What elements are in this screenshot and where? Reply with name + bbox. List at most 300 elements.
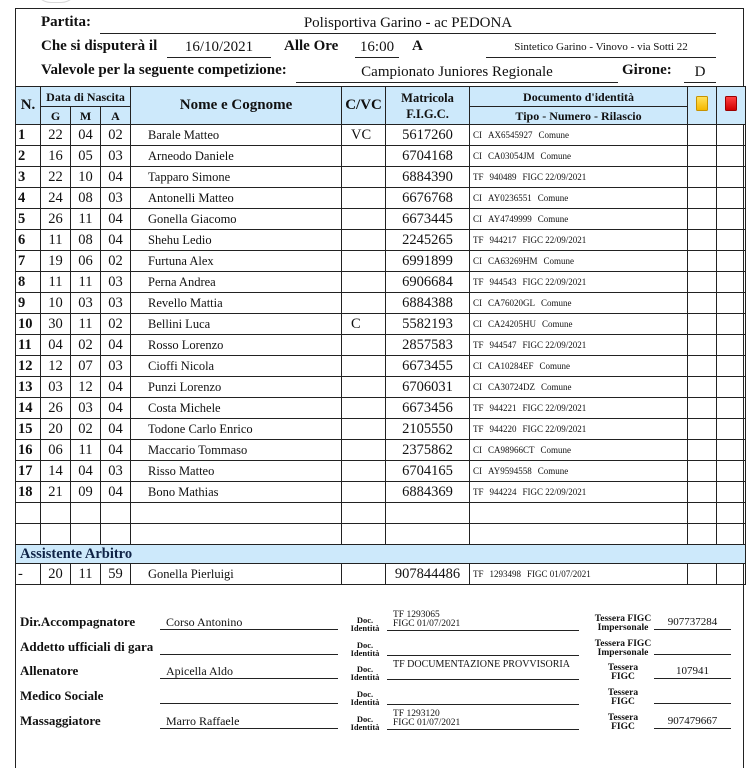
- doc-issuer: FIGC 22/09/2021: [522, 235, 587, 245]
- red-card-cell[interactable]: [717, 146, 746, 167]
- player-row[interactable]: [16, 125, 746, 146]
- doc-issuer: FIGC 22/09/2021: [522, 424, 587, 434]
- player-name: Gonella Pierluigi: [131, 564, 342, 585]
- doc-type: CI: [473, 298, 483, 308]
- identity-document: [470, 335, 688, 356]
- player-row[interactable]: [16, 335, 746, 356]
- doc-type: CI: [473, 445, 483, 455]
- doc-type: CI: [473, 214, 483, 224]
- birth-year: 04: [101, 209, 131, 230]
- player-number: [16, 503, 41, 524]
- yellow-card-cell[interactable]: [688, 482, 717, 503]
- birth-day: 26: [41, 398, 71, 419]
- doc-issuer: FIGC 22/09/2021: [522, 487, 587, 497]
- red-card-cell[interactable]: [717, 564, 746, 585]
- birth-month: [71, 503, 101, 524]
- captain-flag: [342, 188, 386, 209]
- doc-type: TF: [473, 569, 484, 579]
- staff-name-field[interactable]: [160, 688, 338, 704]
- birth-month: 09: [71, 482, 101, 503]
- yellow-card-cell[interactable]: [688, 293, 717, 314]
- player-row[interactable]: [16, 251, 746, 272]
- red-card-cell[interactable]: [717, 356, 746, 377]
- tessera-figc-label: Tessera FIGC Impersonale: [594, 639, 652, 658]
- player-name: Todone Carlo Enrico: [131, 419, 342, 440]
- birth-year: 04: [101, 482, 131, 503]
- competition-field[interactable]: Campionato Juniores Regionale: [296, 63, 618, 83]
- doc-type: TF: [473, 235, 484, 245]
- birth-year: 03: [101, 293, 131, 314]
- col-header-document-detail: Tipo - Numero - Rilascio: [470, 107, 688, 125]
- matricola-figc: 6706031: [386, 377, 470, 398]
- competition-label: Valevole per la seguente competizione:: [41, 62, 287, 78]
- col-header-number: N.: [16, 87, 41, 125]
- matricola-figc: 907844486: [386, 564, 470, 585]
- red-card-cell[interactable]: [717, 314, 746, 335]
- identity-document: [470, 188, 688, 209]
- yellow-card-cell[interactable]: [688, 209, 717, 230]
- doc-issuer: Comune: [539, 361, 571, 371]
- captain-flag: [342, 335, 386, 356]
- yellow-card-cell[interactable]: [688, 398, 717, 419]
- player-name: Tapparo Simone: [131, 167, 342, 188]
- matricola-figc: [386, 503, 470, 524]
- captain-flag: [342, 564, 386, 585]
- staff-role-label: Medico Sociale: [20, 688, 104, 703]
- player-row[interactable]: [16, 356, 746, 377]
- col-header-name: Nome e Cognome: [131, 87, 342, 125]
- red-card-icon: [725, 96, 737, 111]
- birth-day: 22: [41, 167, 71, 188]
- birth-day: 16: [41, 146, 71, 167]
- red-card-cell[interactable]: [717, 230, 746, 251]
- doc-number: AY4749999: [488, 214, 532, 224]
- red-card-cell[interactable]: [717, 167, 746, 188]
- matricola-figc: 2245265: [386, 230, 470, 251]
- player-name: Perna Andrea: [131, 272, 342, 293]
- captain-flag: [342, 209, 386, 230]
- player-name: Rosso Lorenzo: [131, 335, 342, 356]
- birth-year: 03: [101, 146, 131, 167]
- red-card-cell[interactable]: [717, 188, 746, 209]
- player-number: [16, 524, 41, 545]
- doc-number: 944543: [489, 277, 517, 287]
- captain-flag: [342, 482, 386, 503]
- yellow-card-cell[interactable]: [688, 230, 717, 251]
- tessera-figc-field[interactable]: 907737284: [654, 614, 731, 630]
- birth-day: 06: [41, 440, 71, 461]
- identity-document: [470, 146, 688, 167]
- yellow-card-cell[interactable]: [688, 125, 717, 146]
- tessera-figc-field[interactable]: [654, 639, 731, 655]
- doc-issuer: Comune: [540, 445, 572, 455]
- birth-day: 14: [41, 461, 71, 482]
- birth-year: 04: [101, 440, 131, 461]
- player-row[interactable]: [16, 503, 746, 524]
- doc-type: TF: [473, 403, 484, 413]
- red-card-cell[interactable]: [717, 398, 746, 419]
- identity-document: [470, 461, 688, 482]
- identity-document: [470, 419, 688, 440]
- yellow-card-cell[interactable]: [688, 377, 717, 398]
- birth-month: 08: [71, 230, 101, 251]
- staff-role-label: Addetto ufficiali di gara: [20, 639, 154, 654]
- doc-type: TF: [473, 424, 484, 434]
- birth-day: [41, 524, 71, 545]
- yellow-card-cell[interactable]: [688, 251, 717, 272]
- doc-number: CA24205HU: [488, 319, 537, 329]
- birth-day: 03: [41, 377, 71, 398]
- birth-month: [71, 524, 101, 545]
- player-row[interactable]: [16, 188, 746, 209]
- yellow-card-cell[interactable]: [688, 503, 717, 524]
- player-name: Barale Matteo: [131, 125, 342, 146]
- player-number: -: [16, 564, 41, 585]
- doc-type: CI: [473, 382, 483, 392]
- red-card-cell[interactable]: [717, 251, 746, 272]
- birth-day: 19: [41, 251, 71, 272]
- red-card-cell[interactable]: [717, 377, 746, 398]
- doc-number: CA03054JM: [488, 151, 535, 161]
- player-row[interactable]: [16, 440, 746, 461]
- birth-year: [101, 524, 131, 545]
- doc-type: CI: [473, 193, 483, 203]
- player-row[interactable]: [16, 314, 746, 335]
- doc-number: 944220: [489, 424, 517, 434]
- birth-month: 03: [71, 398, 101, 419]
- player-name: Punzi Lorenzo: [131, 377, 342, 398]
- captain-flag: [342, 356, 386, 377]
- matricola-figc: 6906684: [386, 272, 470, 293]
- birth-year: 59: [101, 564, 131, 585]
- player-row[interactable]: [16, 482, 746, 503]
- red-card-cell[interactable]: [717, 272, 746, 293]
- roster-table: [15, 86, 746, 585]
- player-number: 14: [16, 398, 41, 419]
- doc-issuer: Comune: [541, 382, 572, 392]
- doc-number: 944221: [489, 403, 517, 413]
- birth-month: 08: [71, 188, 101, 209]
- doc-issuer: FIGC 22/09/2021: [522, 340, 587, 350]
- venue-field[interactable]: Sintetico Garino - Vinovo - via Sotti 22: [486, 38, 716, 58]
- doc-identity-field[interactable]: TF 1293120 FIGC 01/07/2021: [387, 710, 579, 730]
- doc-number: AY0236551: [488, 193, 532, 203]
- birth-month: 02: [71, 419, 101, 440]
- doc-number: 944224: [489, 487, 517, 497]
- player-name: Cioffi Nicola: [131, 356, 342, 377]
- red-card-cell[interactable]: [717, 419, 746, 440]
- matricola-figc: 6676768: [386, 188, 470, 209]
- col-header-day: G: [41, 107, 71, 125]
- captain-flag: [342, 398, 386, 419]
- captain-flag: VC: [342, 125, 386, 146]
- yellow-card-cell[interactable]: [688, 335, 717, 356]
- player-row[interactable]: [16, 209, 746, 230]
- staff-name-field[interactable]: [160, 639, 338, 655]
- doc-issuer: Comune: [541, 298, 572, 308]
- birth-day: 12: [41, 356, 71, 377]
- doc-type: CI: [473, 256, 483, 266]
- birth-year: 03: [101, 272, 131, 293]
- doc-identity-field[interactable]: TF 1293065 FIGC 01/07/2021: [387, 611, 579, 631]
- birth-day: [41, 503, 71, 524]
- tessera-figc-field[interactable]: 107941: [654, 663, 731, 679]
- player-number: 2: [16, 146, 41, 167]
- yellow-card-cell[interactable]: [688, 356, 717, 377]
- matricola-figc: 5617260: [386, 125, 470, 146]
- birth-day: 22: [41, 125, 71, 146]
- birth-year: 04: [101, 377, 131, 398]
- yellow-card-cell[interactable]: [688, 272, 717, 293]
- matricola-figc: [386, 524, 470, 545]
- player-row[interactable]: [16, 419, 746, 440]
- partita-field[interactable]: Polisportiva Garino - ac PEDONA: [100, 14, 716, 34]
- identity-document: [470, 293, 688, 314]
- player-name: Shehu Ledio: [131, 230, 342, 251]
- identity-document: [470, 125, 688, 146]
- doc-number: 944217: [489, 235, 517, 245]
- matricola-header-line2: F.I.G.C.: [406, 106, 449, 121]
- staff-name-field[interactable]: Apicella Aldo: [160, 663, 338, 679]
- player-row[interactable]: [16, 293, 746, 314]
- doc-type: CI: [473, 361, 483, 371]
- matricola-figc: 6673455: [386, 356, 470, 377]
- time-label: Alle Ore: [284, 38, 339, 54]
- player-row[interactable]: [16, 398, 746, 419]
- captain-flag: [342, 146, 386, 167]
- red-card-cell[interactable]: [717, 482, 746, 503]
- tessera-figc-label: Tessera FIGC: [607, 688, 639, 707]
- captain-flag: [342, 377, 386, 398]
- matricola-figc: 2105550: [386, 419, 470, 440]
- doc-type: CI: [473, 151, 483, 161]
- yellow-card-cell[interactable]: [688, 440, 717, 461]
- tessera-figc-label: Tessera FIGC: [607, 663, 639, 682]
- staff-role-label: Dir.Accompagnatore: [20, 614, 136, 629]
- doc-type: TF: [473, 340, 484, 350]
- identity-document: [470, 314, 688, 335]
- captain-flag: [342, 419, 386, 440]
- date-label: Che si disputerà il: [41, 38, 158, 54]
- identity-document: [470, 377, 688, 398]
- tessera-figc-field[interactable]: 907479667: [654, 713, 731, 729]
- player-row[interactable]: [16, 146, 746, 167]
- assistant-referee-row[interactable]: [16, 564, 746, 585]
- identity-document: [470, 524, 688, 545]
- col-header-birthdate: Data di Nascita: [41, 87, 131, 107]
- birth-month: 02: [71, 335, 101, 356]
- red-card-cell[interactable]: [717, 524, 746, 545]
- birth-month: 04: [71, 461, 101, 482]
- player-number: 1: [16, 125, 41, 146]
- captain-flag: [342, 524, 386, 545]
- doc-number: AY9594558: [488, 466, 532, 476]
- yellow-card-cell[interactable]: [688, 524, 717, 545]
- birth-year: 04: [101, 398, 131, 419]
- player-row[interactable]: [16, 272, 746, 293]
- birth-year: 02: [101, 251, 131, 272]
- red-card-cell[interactable]: [717, 209, 746, 230]
- tessera-figc-label: Tessera FIGC: [607, 713, 639, 732]
- red-card-cell[interactable]: [717, 125, 746, 146]
- doc-issuer: Comune: [537, 193, 569, 203]
- birth-year: 03: [101, 461, 131, 482]
- col-header-red-card: [717, 87, 746, 125]
- col-header-month: M: [71, 107, 101, 125]
- birth-month: 11: [71, 314, 101, 335]
- doc-type: CI: [473, 319, 483, 329]
- identity-document: [470, 209, 688, 230]
- staff-role-label: Massaggiatore: [20, 713, 101, 728]
- player-name: Furtuna Alex: [131, 251, 342, 272]
- player-number: 6: [16, 230, 41, 251]
- birth-year: 02: [101, 125, 131, 146]
- matricola-figc: 5582193: [386, 314, 470, 335]
- doc-number: CA98966CT: [488, 445, 535, 455]
- doc-issuer: Comune: [543, 256, 575, 266]
- player-number: 9: [16, 293, 41, 314]
- doc-number: 940489: [489, 172, 517, 182]
- red-card-cell[interactable]: [717, 461, 746, 482]
- birth-year: 04: [101, 230, 131, 251]
- yellow-card-cell[interactable]: [688, 419, 717, 440]
- doc-type: CI: [473, 130, 483, 140]
- player-number: 16: [16, 440, 41, 461]
- decorative-tab-shape: [34, 0, 78, 3]
- identity-document: [470, 251, 688, 272]
- player-name: [131, 524, 342, 545]
- doc-number: 1293498: [489, 569, 522, 579]
- captain-flag: [342, 293, 386, 314]
- red-card-cell[interactable]: [717, 293, 746, 314]
- yellow-card-cell[interactable]: [688, 188, 717, 209]
- doc-issuer: FIGC 22/09/2021: [522, 403, 587, 413]
- yellow-card-cell[interactable]: [688, 314, 717, 335]
- matricola-figc: 6991899: [386, 251, 470, 272]
- player-name: Antonelli Matteo: [131, 188, 342, 209]
- birth-year: [101, 503, 131, 524]
- birth-month: 10: [71, 167, 101, 188]
- identity-document: [470, 482, 688, 503]
- player-number: 7: [16, 251, 41, 272]
- identity-document: [470, 503, 688, 524]
- yellow-card-cell[interactable]: [688, 167, 717, 188]
- player-row[interactable]: [16, 230, 746, 251]
- player-number: 18: [16, 482, 41, 503]
- captain-flag: [342, 167, 386, 188]
- birth-month: 11: [71, 209, 101, 230]
- captain-flag: [342, 440, 386, 461]
- girone-label: Girone:: [622, 62, 672, 78]
- birth-month: 11: [71, 440, 101, 461]
- player-number: 11: [16, 335, 41, 356]
- identity-document: [470, 272, 688, 293]
- birth-day: 04: [41, 335, 71, 356]
- player-name: Arneodo Daniele: [131, 146, 342, 167]
- venue-label: A: [412, 38, 423, 54]
- player-number: 10: [16, 314, 41, 335]
- matricola-figc: 6673456: [386, 398, 470, 419]
- doc-type: TF: [473, 172, 484, 182]
- col-header-cvc: C/VC: [342, 87, 386, 125]
- tessera-figc-field[interactable]: [654, 688, 731, 704]
- player-number: 4: [16, 188, 41, 209]
- doc-number: CA76020GL: [488, 298, 536, 308]
- player-number: 15: [16, 419, 41, 440]
- doc-identity-field[interactable]: [387, 685, 579, 705]
- doc-identity-field[interactable]: [387, 636, 579, 656]
- date-field[interactable]: 16/10/2021: [167, 38, 271, 58]
- birth-day: 26: [41, 209, 71, 230]
- doc-number: 944547: [489, 340, 517, 350]
- player-row[interactable]: [16, 524, 746, 545]
- doc-issuer: FIGC 22/09/2021: [522, 172, 587, 182]
- birth-day: 11: [41, 272, 71, 293]
- birth-day: 24: [41, 188, 71, 209]
- player-number: 12: [16, 356, 41, 377]
- time-field[interactable]: 16:00: [355, 38, 399, 58]
- doc-identity-label: Doc. Identità: [350, 689, 380, 707]
- birth-year: 03: [101, 356, 131, 377]
- birth-month: 04: [71, 125, 101, 146]
- yellow-card-cell[interactable]: [688, 461, 717, 482]
- doc-type: TF: [473, 487, 484, 497]
- matricola-header-line1: Matricola: [401, 90, 454, 105]
- red-card-cell[interactable]: [717, 335, 746, 356]
- doc-number: CA63269HM: [488, 256, 538, 266]
- red-card-cell[interactable]: [717, 503, 746, 524]
- player-name: [131, 503, 342, 524]
- yellow-card-cell[interactable]: [688, 564, 717, 585]
- birth-day: 11: [41, 230, 71, 251]
- birth-year: 04: [101, 419, 131, 440]
- doc-type: CI: [473, 466, 483, 476]
- captain-flag: C: [342, 314, 386, 335]
- matricola-figc: 6884388: [386, 293, 470, 314]
- identity-document: [470, 167, 688, 188]
- staff-name-field[interactable]: Marro Raffaele: [160, 713, 338, 729]
- doc-issuer: Comune: [542, 319, 573, 329]
- birth-month: 03: [71, 293, 101, 314]
- player-name: Bellini Luca: [131, 314, 342, 335]
- player-number: 3: [16, 167, 41, 188]
- birth-year: 04: [101, 335, 131, 356]
- yellow-card-icon: [696, 96, 708, 111]
- birth-day: 20: [41, 419, 71, 440]
- matricola-figc: 6704168: [386, 146, 470, 167]
- matricola-figc: 2857583: [386, 335, 470, 356]
- doc-issuer: FIGC 01/07/2021: [527, 569, 591, 579]
- captain-flag: [342, 503, 386, 524]
- player-row[interactable]: [16, 167, 746, 188]
- player-number: 17: [16, 461, 41, 482]
- doc-identity-field[interactable]: TF DOCUMENTAZIONE PROVVISORIA: [387, 660, 579, 680]
- yellow-card-cell[interactable]: [688, 146, 717, 167]
- player-row[interactable]: [16, 377, 746, 398]
- birth-month: 05: [71, 146, 101, 167]
- doc-issuer: FIGC 22/09/2021: [522, 277, 587, 287]
- birth-day: 20: [41, 564, 71, 585]
- birth-day: 21: [41, 482, 71, 503]
- red-card-cell[interactable]: [717, 440, 746, 461]
- identity-document: [470, 398, 688, 419]
- col-header-document: Documento d'identità: [470, 87, 688, 107]
- tessera-figc-label: Tessera FIGC Impersonale: [594, 614, 652, 633]
- girone-field[interactable]: D: [684, 63, 716, 83]
- player-row[interactable]: [16, 461, 746, 482]
- staff-name-field[interactable]: Corso Antonino: [160, 614, 338, 630]
- player-name: Risso Matteo: [131, 461, 342, 482]
